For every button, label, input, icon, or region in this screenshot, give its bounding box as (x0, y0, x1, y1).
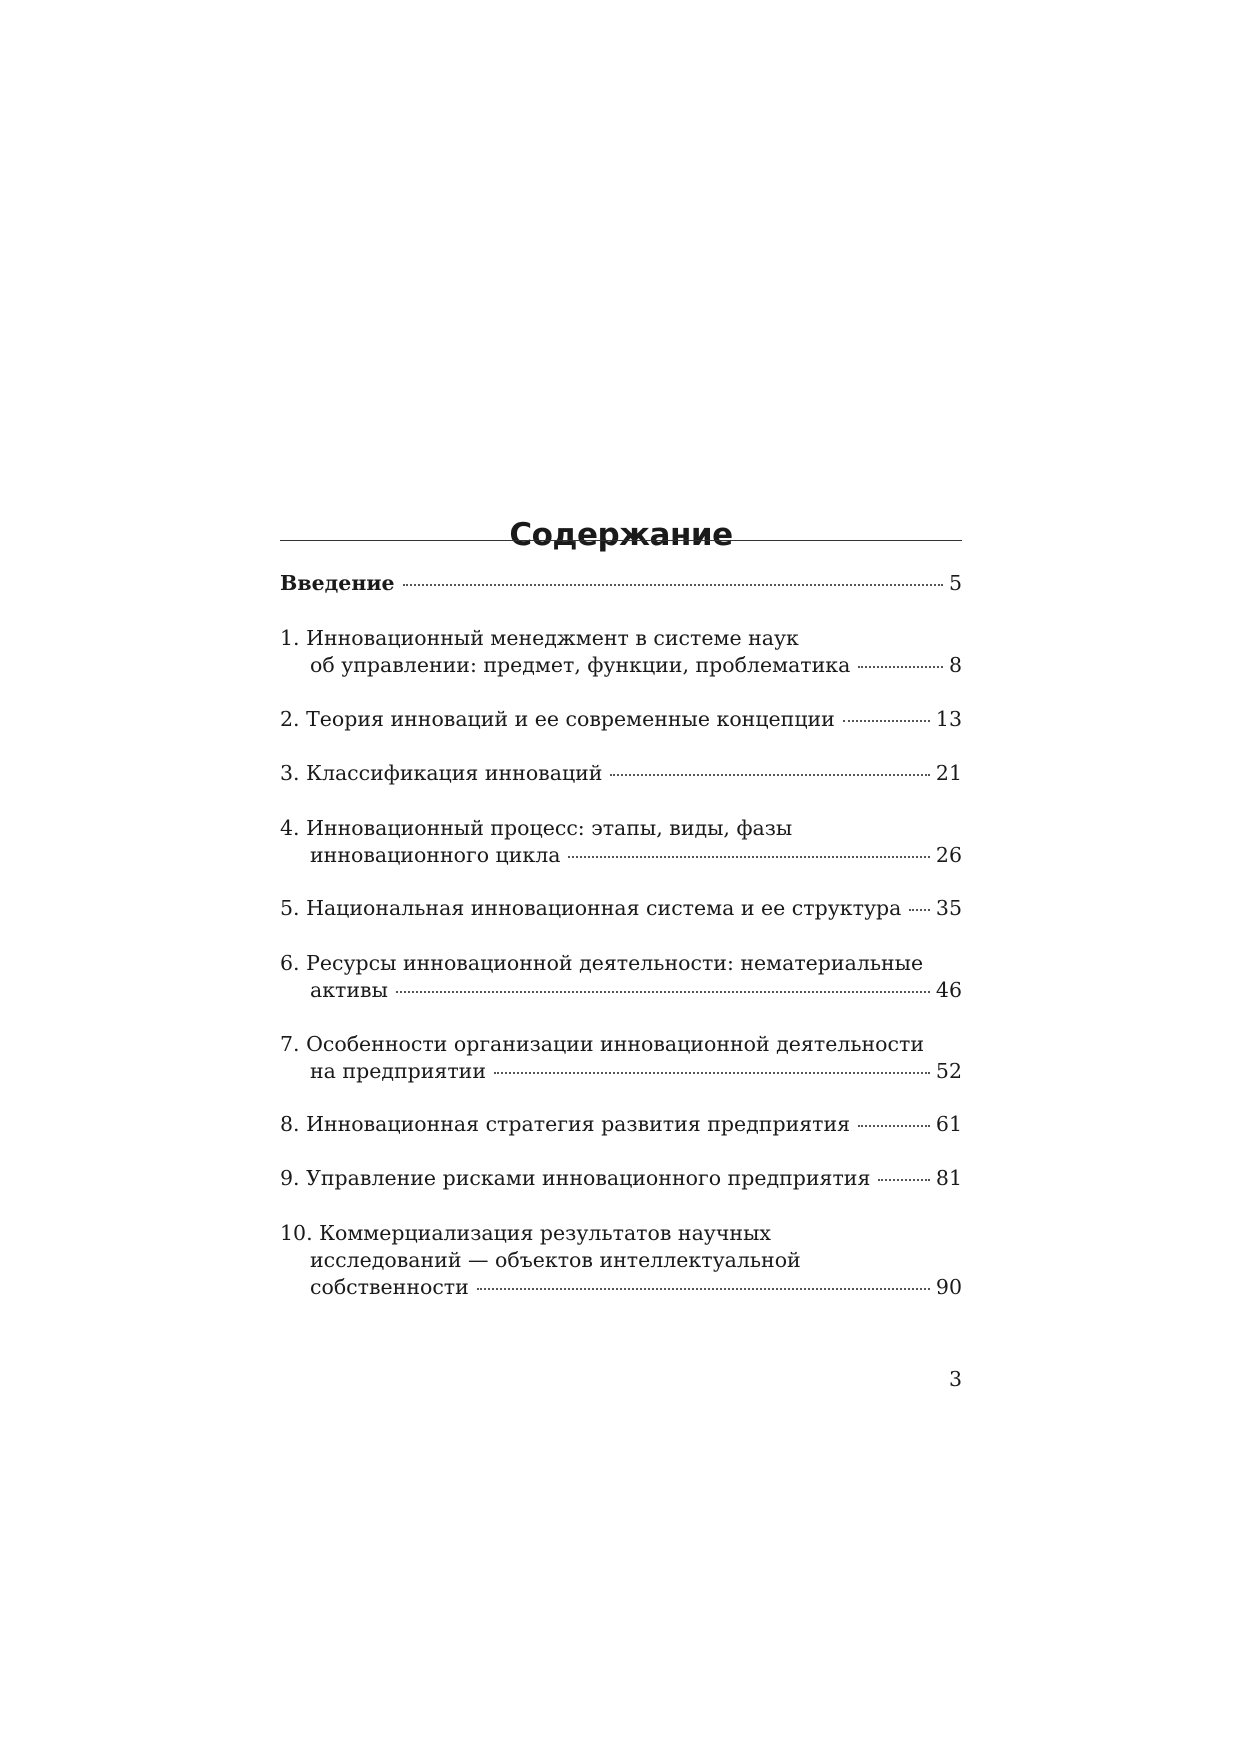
toc-entry-title: Введение (280, 571, 395, 595)
toc-entry-chapter-8[interactable] (280, 1111, 962, 1138)
toc-entry-chapter-5[interactable] (280, 895, 962, 922)
toc-page-number: 13 (935, 707, 962, 731)
dot-leader (477, 1288, 930, 1290)
dot-leader (568, 856, 929, 858)
toc-entry-title-continuation: об управлении: предмет, функции, проблематика (310, 653, 851, 677)
toc-entry-chapter-3[interactable] (280, 760, 962, 787)
title-divider (280, 540, 962, 541)
toc-entry-introduction[interactable] (280, 570, 962, 597)
toc-page-number: 52 (935, 1059, 962, 1083)
toc-entry-title-continuation: собственности (310, 1275, 469, 1299)
dot-leader (909, 909, 930, 911)
toc-entry-title: 4. Инновационный процесс: этапы, виды, фазы (280, 816, 793, 840)
dot-leader (494, 1072, 930, 1074)
toc-entry-title-continuation: активы (310, 978, 388, 1002)
toc-entry-chapter-10[interactable] (280, 1220, 962, 1301)
toc-entry-chapter-2[interactable] (280, 706, 962, 733)
toc-page-number: 61 (935, 1112, 962, 1136)
toc-entry-title: 3. Классификация инноваций (280, 761, 603, 785)
page-number: 3 (948, 1367, 962, 1391)
dot-leader (403, 584, 943, 586)
toc-entry-chapter-6[interactable] (280, 950, 962, 1004)
toc-page-number: 46 (935, 978, 962, 1002)
toc-entry-title-continuation: на предприятии (310, 1059, 486, 1083)
toc-entry-title: 8. Инновационная стратегия развития предприятия (280, 1112, 851, 1136)
toc-entry-title: 7. Особенности организации инновационной деятельности (280, 1032, 924, 1056)
toc-page-number: 8 (948, 653, 962, 677)
toc-page-number: 5 (948, 571, 962, 595)
toc-entry-title-continuation: инновационного цикла (310, 843, 561, 867)
toc-page-number: 81 (935, 1166, 962, 1190)
toc-page-number: 35 (935, 896, 962, 920)
toc-entry-chapter-9[interactable] (280, 1165, 962, 1192)
dot-leader (858, 1125, 930, 1127)
toc-page-number: 21 (935, 761, 962, 785)
dot-leader (396, 991, 930, 993)
toc-entry-chapter-4[interactable] (280, 815, 962, 869)
toc-entry-title: 10. Коммерциализация результатов научных (280, 1221, 771, 1245)
toc-page-number: 26 (935, 843, 962, 867)
dot-leader (843, 720, 930, 722)
toc-entry-title: 9. Управление рисками инновационного предприятия (280, 1166, 871, 1190)
toc-entry-title-continuation: исследований — объектов интеллектуальной (310, 1248, 801, 1272)
toc-entry-title: 5. Национальная инновационная система и ее структура (280, 896, 902, 920)
dot-leader (858, 666, 943, 668)
toc-page-number: 90 (935, 1275, 962, 1299)
toc-entry-title: 1. Инновационный менеджмент в системе наук (280, 626, 799, 650)
page-title: Содержание (509, 516, 733, 553)
toc-entry-chapter-1[interactable] (280, 625, 962, 679)
toc-entry-title: 6. Ресурсы инновационной деятельности: нематериальные (280, 951, 924, 975)
dot-leader (610, 774, 929, 776)
dot-leader (878, 1179, 930, 1181)
toc-entry-title: 2. Теория инноваций и ее современные концепции (280, 707, 835, 731)
toc-entry-chapter-7[interactable] (280, 1031, 962, 1085)
